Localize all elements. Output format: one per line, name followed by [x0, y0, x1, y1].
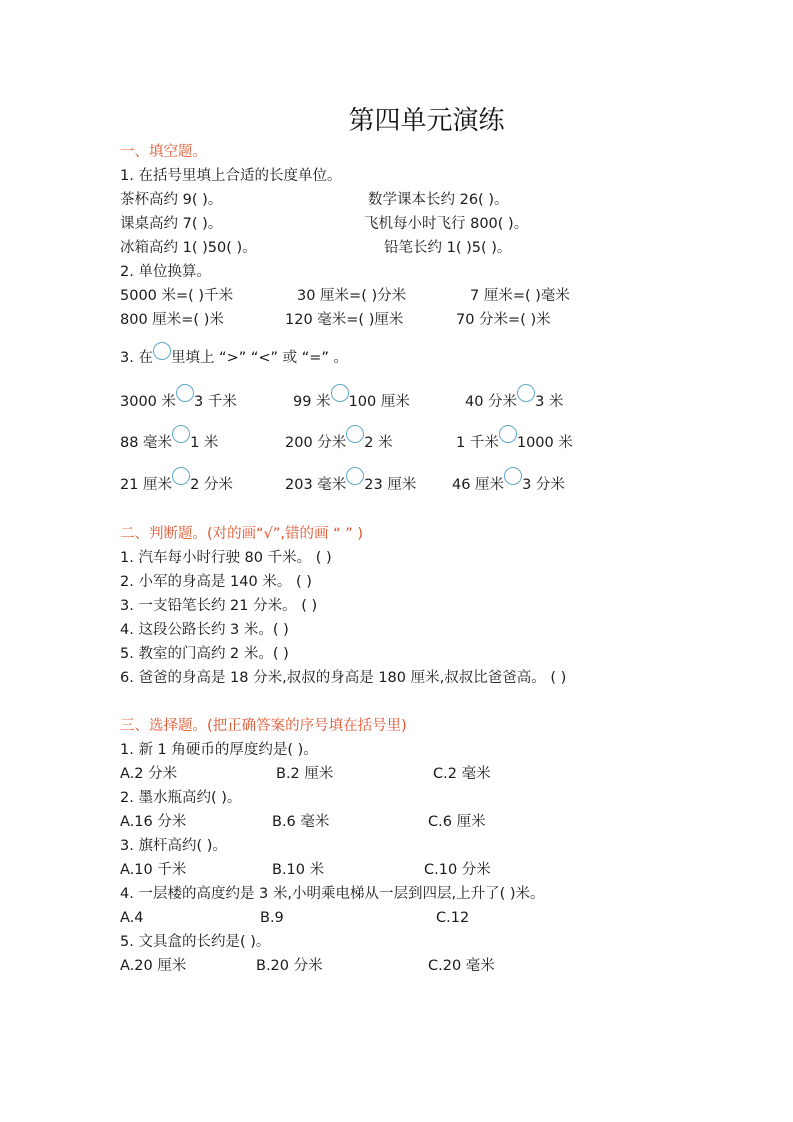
- choice-option: B.6 毫米: [272, 814, 330, 830]
- choice-option: B.9: [260, 910, 284, 926]
- compare-circle[interactable]: [499, 425, 517, 443]
- fill-item: 飞机每小时飞行 800( )。: [364, 216, 529, 232]
- conversion-item: 800 厘米=( )米: [120, 312, 224, 328]
- judge-item: 3. 一支铅笔长约 21 分米。 ( ): [120, 598, 318, 614]
- choice-option: B.10 米: [272, 862, 325, 878]
- fill-item: 课桌高约 7( )。: [120, 216, 223, 232]
- judge-item: 2. 小军的身高是 140 米。 ( ): [120, 574, 312, 590]
- question-prompt: [120, 342, 348, 368]
- compare-item: 1 千米 1000 米: [456, 425, 573, 453]
- choice-option: B.20 分米: [256, 958, 323, 974]
- choice-option: C.10 分米: [424, 862, 491, 878]
- compare-circle[interactable]: [172, 467, 190, 485]
- question-prompt: 1. 在括号里填上合适的长度单位。: [120, 168, 342, 184]
- conversion-item: 5000 米=( )千米: [120, 288, 234, 304]
- choice-question: 1. 新 1 角硬币的厚度约是( )。: [120, 742, 318, 758]
- choice-option: C.6 厘米: [428, 814, 486, 830]
- compare-circle[interactable]: [331, 384, 349, 402]
- circle-icon: [153, 342, 171, 360]
- compare-item: 99 米 100 厘米: [293, 384, 410, 412]
- fill-item: 数学课本长约 26( )。: [368, 192, 509, 208]
- choice-option: A.2 分米: [120, 766, 178, 782]
- compare-item: 21 厘米 2 分米: [120, 467, 233, 495]
- fill-item: 冰箱高约 1( )50( )。: [120, 240, 257, 256]
- choice-option: A.16 分米: [120, 814, 187, 830]
- compare-circle[interactable]: [517, 384, 535, 402]
- choice-option: A.10 千米: [120, 862, 187, 878]
- choice-option: C.2 毫米: [433, 766, 491, 782]
- choice-question: 3. 旗杆高约( )。: [120, 838, 227, 854]
- choice-option: A.4: [120, 910, 144, 926]
- compare-circle[interactable]: [504, 467, 522, 485]
- section-heading-true-false: 二、判断题。(对的画“√”,错的画 “ ” ): [120, 526, 364, 542]
- choice-question: 5. 文具盒的长约是( )。: [120, 934, 271, 950]
- judge-item: 5. 教室的门高约 2 米。( ): [120, 646, 289, 662]
- compare-item: 200 分米 2 米: [285, 425, 393, 453]
- judge-item: 1. 汽车每小时行驶 80 千米。 ( ): [120, 550, 332, 566]
- prompt-text: 里填上 “>” “<” 或 “=” 。: [170, 350, 349, 366]
- choice-option: A.20 厘米: [120, 958, 187, 974]
- compare-item: 40 分米 3 米: [465, 384, 563, 412]
- judge-item: 6. 爸爸的身高是 18 分米,叔叔的身高是 180 厘米,叔叔比爸爸高。 ( ): [120, 670, 567, 686]
- choice-option: C.20 毫米: [428, 958, 495, 974]
- compare-circle[interactable]: [346, 425, 364, 443]
- conversion-item: 120 毫米=( )厘米: [285, 312, 404, 328]
- compare-circle[interactable]: [346, 467, 364, 485]
- prompt-text: 3. 在: [120, 350, 153, 366]
- conversion-item: 70 分米=( )米: [456, 312, 551, 328]
- choice-question: 2. 墨水瓶高约( )。: [120, 790, 242, 806]
- conversion-item: 7 厘米=( )毫米: [470, 288, 570, 304]
- choice-question: 4. 一层楼的高度约是 3 米,小明乘电梯从一层到四层,上升了( )米。: [120, 886, 545, 902]
- section-heading-multiple-choice: 三、选择题。(把正确答案的序号填在括号里): [120, 718, 407, 734]
- choice-option: B.2 厘米: [276, 766, 334, 782]
- compare-item: 88 毫米 1 米: [120, 425, 218, 453]
- conversion-item: 30 厘米=( )分米: [297, 288, 407, 304]
- compare-item: 46 厘米 3 分米: [452, 467, 565, 495]
- compare-circle[interactable]: [172, 425, 190, 443]
- fill-item: 茶杯高约 9( )。: [120, 192, 223, 208]
- compare-circle[interactable]: [176, 384, 194, 402]
- compare-item: 203 毫米 23 厘米: [285, 467, 416, 495]
- question-prompt: 2. 单位换算。: [120, 264, 211, 280]
- choice-option: C.12: [436, 910, 470, 926]
- page-title: 第四单元演练: [348, 106, 505, 136]
- compare-item: 3000 米 3 千米: [120, 384, 237, 412]
- judge-item: 4. 这段公路长约 3 米。( ): [120, 622, 289, 638]
- section-heading-fill-in: 一、填空题。: [120, 144, 207, 160]
- fill-item: 铅笔长约 1( )5( )。: [384, 240, 512, 256]
